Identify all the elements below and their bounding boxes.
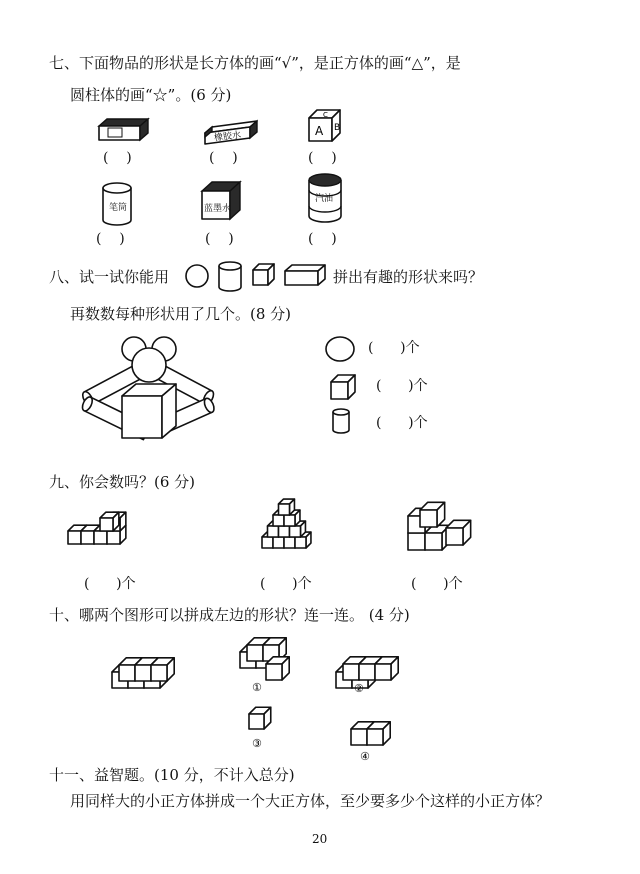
q9-fig2-cube [279, 499, 295, 515]
q10-target-cube [151, 658, 174, 681]
q10-piece1-cube [266, 657, 289, 680]
q8-title-line2: 再数数每种形状用了几个。(8 分) [70, 305, 292, 323]
q10-marker-4: ④ [360, 750, 370, 763]
page-number: 20 [312, 832, 328, 846]
q8-legend-sphere [326, 337, 354, 361]
q11-title: 十一、益智题。(10 分，不计入总分) [49, 766, 295, 784]
q9-fig1-cube [100, 512, 119, 531]
q7-ink-box-picture [202, 182, 240, 219]
cube-structures [68, 499, 471, 745]
svg-text:A: A [315, 124, 324, 138]
q11-text: 用同样大的小正方体拼成一个大正方体，至少要多少个这样的小正方体？ [70, 792, 551, 810]
q8-count-cube[interactable]: ( )个 [376, 378, 428, 394]
q8-composed-figure [80, 337, 215, 440]
q9-answer-2[interactable]: ( )个 [260, 576, 312, 592]
q10-title: 十、哪两个图形可以拼成左边的形状？连一连。 (4 分) [49, 606, 410, 624]
q9-fig3-cube [446, 520, 471, 545]
q10-marker-1: ① [252, 681, 262, 694]
q7-letter-block-picture [309, 110, 340, 141]
q7-pen-holder-picture [103, 183, 131, 225]
q10-piece2-cube [375, 657, 398, 680]
q7-oil-drum-picture [309, 174, 341, 222]
q7-answer-1[interactable]: ( ) [103, 150, 132, 166]
q9-title: 九、你会数吗？(6 分) [49, 473, 196, 491]
q8-cylinder-icon [219, 262, 241, 291]
q7-answer-4[interactable]: ( ) [96, 231, 125, 247]
q8-cuboid-icon [285, 265, 325, 285]
q7-answer-5[interactable]: ( ) [205, 231, 234, 247]
q10-piece3-cube [249, 707, 271, 729]
q10-marker-3: ③ [252, 737, 262, 750]
svg-text:C: C [323, 111, 328, 119]
q7-title-line2: 圆柱体的画“☆”。(6 分) [70, 86, 232, 104]
q7-glue-box-picture [205, 121, 257, 144]
q7-title-line1: 七、下面物品的形状是长方体的画“√”，是正方体的画“△”，是 [49, 54, 461, 72]
q8-count-cylinder[interactable]: ( )个 [376, 415, 428, 431]
q8-legend-cube [331, 375, 355, 399]
pen-holder-label: 笔筒 [109, 203, 128, 213]
q7-answer-6[interactable]: ( ) [308, 231, 337, 247]
q9-answer-1[interactable]: ( )个 [84, 576, 136, 592]
q9-fig3-cube [420, 502, 445, 527]
oil-drum-label: 汽油 [315, 194, 334, 204]
glue-box-label: 橡胶水 [213, 130, 242, 144]
q7-answer-3[interactable]: ( ) [308, 150, 337, 166]
q8-legend-cylinder [333, 409, 349, 433]
q9-answer-3[interactable]: ( )个 [411, 576, 463, 592]
q8-title-suffix: 拼出有趣的形状来吗？ [333, 268, 484, 286]
svg-text:B: B [334, 123, 341, 133]
q10-piece4-cube [367, 722, 390, 745]
ink-box-label: 蓝墨水 [204, 204, 232, 214]
q8-sphere-icon [186, 265, 208, 287]
q10-marker-2: ② [354, 682, 364, 695]
q7-box-picture [99, 119, 148, 140]
q8-cube-icon [253, 264, 274, 285]
q7-answer-2[interactable]: ( ) [209, 150, 238, 166]
q8-title-prefix: 八、试一试你能用 [49, 268, 170, 286]
q8-count-sphere[interactable]: ( )个 [368, 340, 420, 356]
